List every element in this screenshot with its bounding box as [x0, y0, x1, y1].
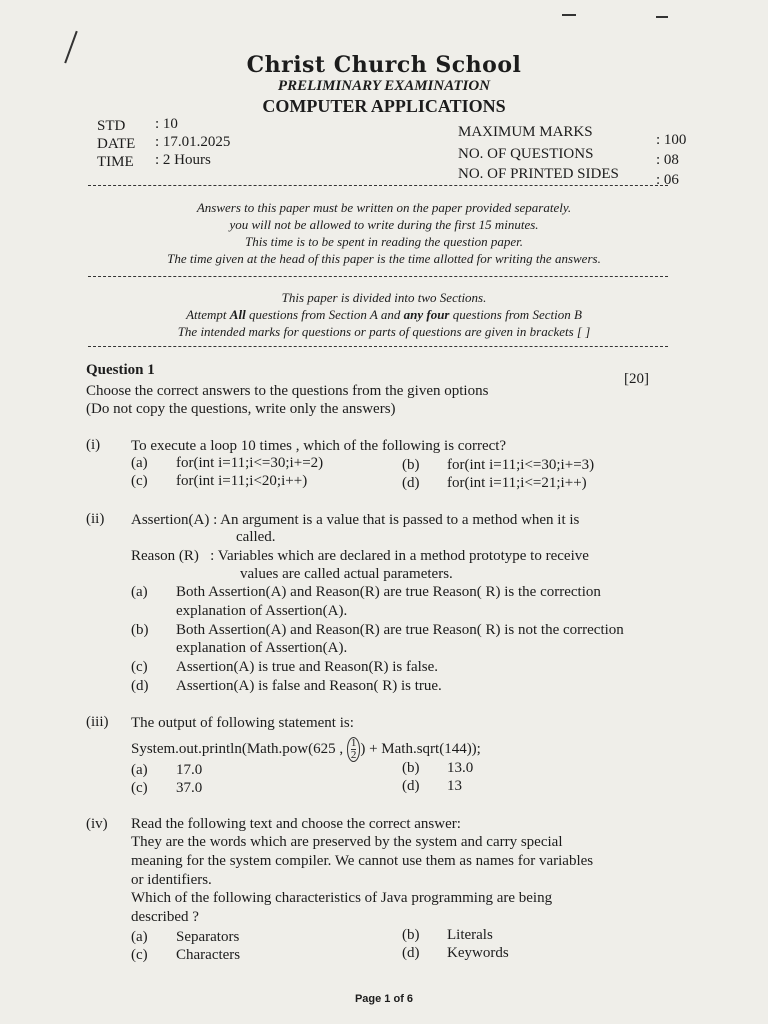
attempt-emph: All	[229, 307, 246, 322]
item-text: or identifiers.	[131, 872, 212, 888]
divider	[88, 185, 668, 186]
questions-label: NO. OF QUESTIONS	[458, 146, 594, 162]
pen-stroke	[562, 14, 576, 16]
page-number: Page 1 of 6	[354, 993, 414, 1005]
fraction-denominator: 2	[350, 749, 357, 761]
option-text: Assertion(A) is true and Reason(R) is false.	[176, 659, 439, 675]
option-text: 17.0	[176, 762, 203, 778]
option-text: Both Assertion(A) and Reason(R) are true Reason( R) is the correction	[176, 584, 601, 600]
option-text: explanation of Assertion(A).	[176, 640, 348, 656]
assertion-text: called.	[236, 529, 276, 545]
option-text: Literals	[447, 927, 493, 943]
time-value: : 2 Hours	[155, 152, 211, 168]
option-label: (b)	[131, 622, 149, 638]
item-number: (iii)	[86, 714, 109, 730]
attempt-text: questions from Section A and	[245, 307, 404, 322]
option-text: 37.0	[176, 780, 203, 796]
option-label: (b)	[402, 760, 420, 776]
option-text: 13	[447, 778, 462, 794]
code-part: System.out.println(Math.pow(625 ,	[131, 740, 344, 757]
questions-value: : 08	[656, 152, 679, 168]
max-marks-value: : 100	[656, 132, 687, 148]
divider	[88, 276, 668, 277]
marks-note: The intended marks for questions or parts of questions are given in brackets [ ]	[177, 324, 591, 339]
option-text: Separators	[176, 929, 240, 945]
reason-text: Reason (R) : Variables which are declared in a method prototype to receive	[131, 548, 589, 564]
code-part: ) + Math.sqrt(144));	[360, 740, 481, 757]
school-name: Christ Church School	[246, 52, 522, 78]
sides-value: : 06	[656, 172, 679, 188]
attempt-note	[0, 307, 768, 323]
instruction-line: This time is to be spent in reading the question paper.	[245, 234, 523, 249]
item-text: Which of the following characteristics of Java programming are being	[131, 890, 553, 906]
item-text: They are the words which are preserved by the system and carry special	[131, 834, 563, 850]
fraction-circle	[347, 737, 361, 762]
sections-note: This paper is divided into two Sections.	[281, 290, 487, 305]
option-text: for(int i=11;i<=30;i+=2)	[176, 455, 324, 471]
option-label: (a)	[131, 762, 148, 778]
option-text: for(int i=11;i<20;i++)	[176, 473, 308, 489]
option-text: Keywords	[447, 945, 509, 961]
option-text: for(int i=11;i<=30;i+=3)	[447, 457, 595, 473]
option-label: (b)	[402, 457, 420, 473]
option-label: (c)	[131, 473, 148, 489]
assertion-text: Assertion(A) : An argument is a value that is passed to a method when it is	[131, 512, 580, 528]
option-label: (d)	[402, 475, 420, 491]
option-label: (a)	[131, 929, 148, 945]
question-instruction: (Do not copy the questions, write only the answers)	[86, 401, 396, 417]
option-label: (c)	[131, 947, 148, 963]
option-label: (d)	[402, 945, 420, 961]
option-label: (d)	[131, 678, 149, 694]
std-value: : 10	[155, 116, 178, 132]
item-text: meaning for the system compiler. We cannot use them as names for variables	[131, 853, 594, 869]
date-label: DATE	[97, 136, 136, 152]
instruction-line: you will not be allowed to write during the first 15 minutes.	[229, 217, 539, 232]
instruction-line: The time given at the head of this paper is the time allotted for writing the answers.	[167, 251, 601, 266]
code-statement	[131, 737, 481, 762]
question-marks: [20]	[624, 371, 649, 387]
question-title: Question 1	[86, 362, 155, 378]
item-text: Read the following text and choose the correct answer:	[131, 816, 461, 832]
option-text: Characters	[176, 947, 241, 963]
fraction-numerator: 1	[350, 737, 357, 749]
std-label: STD	[97, 118, 126, 134]
attempt-emph: any four	[403, 307, 450, 322]
attempt-text: Attempt	[186, 307, 230, 322]
pen-stroke	[656, 16, 668, 18]
instruction-line: Answers to this paper must be written on the paper provided separately.	[196, 200, 572, 215]
item-number: (iv)	[86, 816, 108, 832]
subject-name: COMPUTER APPLICATIONS	[262, 96, 506, 116]
item-number: (i)	[86, 437, 101, 453]
option-text: explanation of Assertion(A).	[176, 603, 348, 619]
option-label: (d)	[402, 778, 420, 794]
time-label: TIME	[97, 154, 134, 170]
option-label: (a)	[131, 455, 148, 471]
attempt-text: questions from Section B	[449, 307, 582, 322]
item-number: (ii)	[86, 511, 105, 527]
reason-text: values are called actual parameters.	[240, 566, 453, 582]
option-label: (c)	[131, 659, 148, 675]
exam-name: PRELIMINARY EXAMINATION	[277, 78, 491, 94]
option-text: 13.0	[447, 760, 474, 776]
option-text: Assertion(A) is false and Reason( R) is true.	[176, 678, 442, 694]
option-label: (c)	[131, 780, 148, 796]
option-label: (a)	[131, 584, 148, 600]
max-marks-label: MAXIMUM MARKS	[458, 124, 593, 140]
option-text: Both Assertion(A) and Reason(R) are true Reason( R) is not the correction	[176, 622, 624, 638]
date-value: : 17.01.2025	[155, 134, 231, 150]
item-text: described ?	[131, 909, 199, 925]
sides-label: NO. OF PRINTED SIDES	[458, 166, 619, 182]
item-text: The output of following statement is:	[131, 715, 354, 731]
item-text: To execute a loop 10 times , which of the following is correct?	[131, 438, 507, 454]
option-label: (b)	[402, 927, 420, 943]
question-instruction: Choose the correct answers to the questions from the given options	[86, 383, 489, 399]
option-text: for(int i=11;i<=21;i++)	[447, 475, 587, 491]
divider	[88, 346, 668, 347]
